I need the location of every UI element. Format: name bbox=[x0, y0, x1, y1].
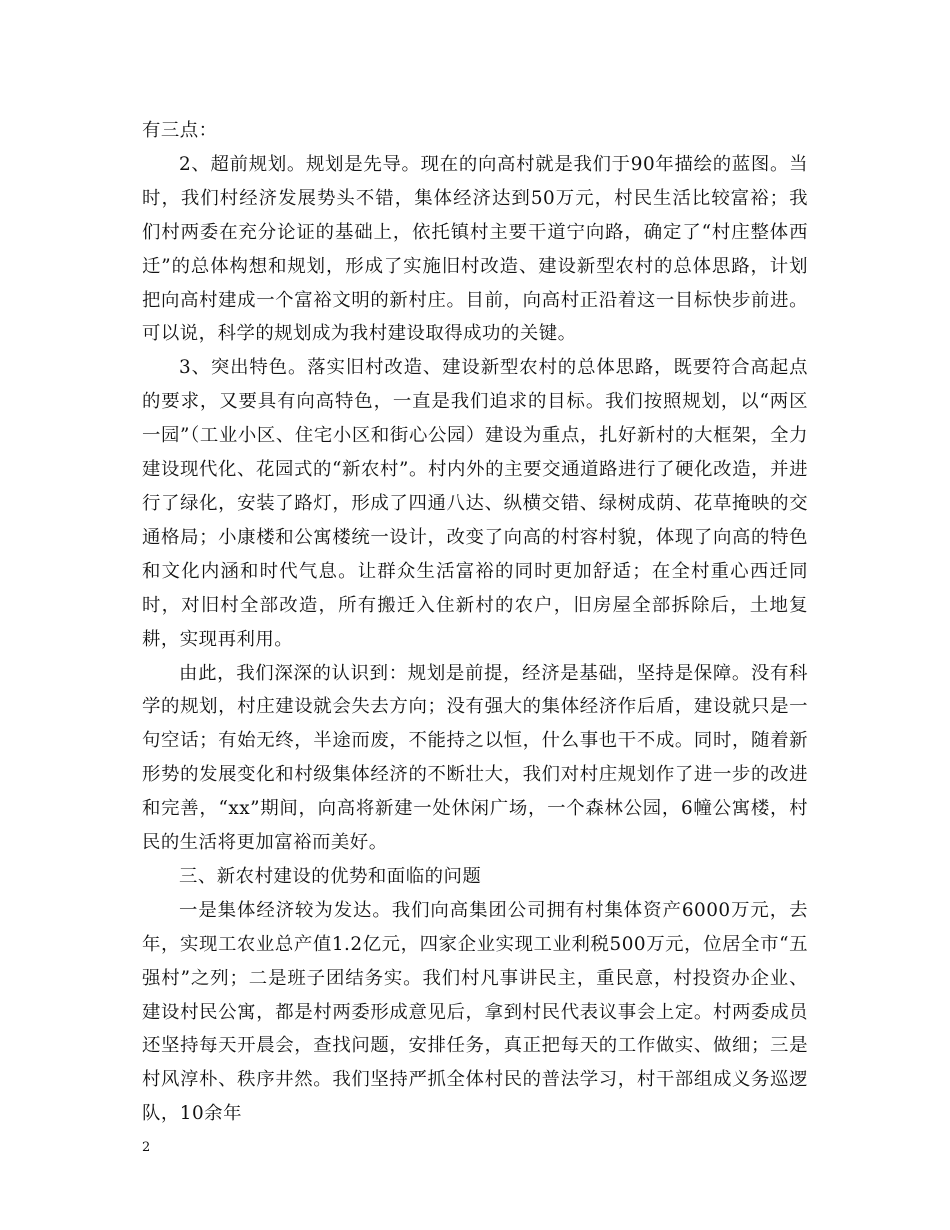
page-number: 2 bbox=[142, 1140, 151, 1155]
paragraph-5: 一是集体经济较为发达。我们向高集团公司拥有村集体资产6000万元，去年，实现工农业总产值1.2亿元，四家企业实现工业利税500万元，位居全市“五强村”之列；二是班子团结务实。我们村凡事讲民主，重民意，村投资办企业、建设村民公寓，都是村两委形成意见后，拿到村民代表议事会上定。村两委成员还坚持每天开晨会，查找问题，安排任务，真正把每天的工作做实、做细；三是村风淳朴、秩序井然。我们坚持严抓全体村民的普法学习，村干部组成义务巡逻队，10余年 bbox=[142, 899, 808, 1125]
paragraph-2: 2、超前规划。规划是先导。现在的向高村就是我们于90年描绘的蓝图。当时，我们村经济发展势头不错，集体经济达到50万元，村民生活比较富裕；我们村两委在充分论证的基础上，依托镇村主要干道宁向路，确定了“村庄整体西迁”的总体构想和规划，形成了实施旧村改造、建设新型农村的总体思路，计划把向高村建成一个富裕文明的新村庄。目前，向高村正沿着这一目标快步前进。可以说，科学的规划成为我村建设取得成功的关键。 bbox=[142, 153, 808, 345]
paragraph-1: 有三点： bbox=[142, 120, 218, 141]
paragraph-3: 3、突出特色。落实旧村改造、建设新型农村的总体思路，既要符合高起点的要求，又要具有向高特色，一直是我们追求的目标。我们按照规划，以“两区一园”（工业小区、住宅小区和街心公园）建设为重点，扎好新村的大框架，全力建设现代化、花园式的“新农村”。村内外的主要交通道路进行了硬化改造，并进行了绿化，安装了路灯，形成了四通八达、纵横交错、绿树成荫、花草掩映的交通格局；小康楼和公寓楼统一设计，改变了向高的村容村貌，体现了向高的特色和文化内涵和时代气息。让群众生活富裕的同时更加舒适；在全村重心西迁同时，对旧村全部改造，所有搬迁入住新村的农户，旧房屋全部拆除后，土地复耕，实现再利用。 bbox=[142, 357, 808, 650]
paragraph-4: 由此，我们深深的认识到：规划是前提，经济是基础，坚持是保障。没有科学的规划，村庄建设就会失去方向；没有强大的集体经济作后盾，建设就只是一句空话；有始无终，半途而废，不能持之以恒，什么事也干不成。同时，随着新形势的发展变化和村级集体经济的不断壮大，我们对村庄规划作了进一步的改进和完善，“xx”期间，向高将新建一处休闲广场，一个森林公园，6幢公寓楼，村民的生活将更加富裕而美好。 bbox=[142, 662, 808, 854]
body-text bbox=[142, 114, 808, 1131]
section-heading: 三、新农村建设的优势和面临的问题 bbox=[179, 865, 482, 887]
